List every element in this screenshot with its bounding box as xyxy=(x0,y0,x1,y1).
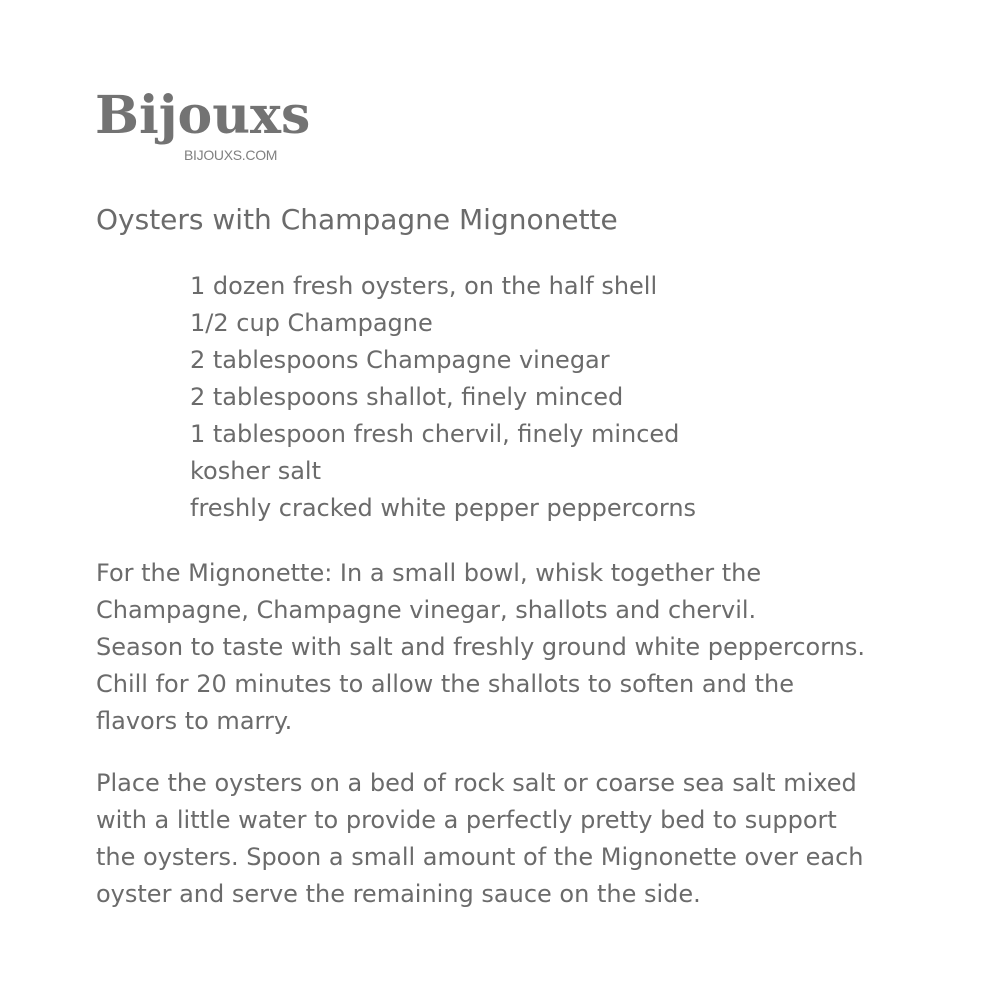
instruction-line: Season to taste with salt and freshly ground white peppercorns. xyxy=(96,633,865,661)
instruction-serving xyxy=(96,765,916,913)
ingredient-item: kosher salt xyxy=(190,457,321,485)
ingredient-item: 2 tablespoons Champagne vinegar xyxy=(190,346,610,374)
ingredient-item: freshly cracked white pepper peppercorns xyxy=(190,494,697,522)
instruction-mignonette xyxy=(96,555,916,740)
logo-url: BIJOUXS.COM xyxy=(184,147,278,163)
logo-wordmark: Bijouxs xyxy=(95,85,311,146)
instruction-line: Champagne, Champagne vinegar, shallots and chervil. xyxy=(96,596,757,624)
instruction-line: flavors to marry. xyxy=(96,707,293,735)
instruction-line: For the Mignonette: In a small bowl, whisk together the xyxy=(96,559,762,587)
ingredient-item: 1/2 cup Champagne xyxy=(190,309,433,337)
ingredient-item: 1 dozen fresh oysters, on the half shell xyxy=(190,272,658,300)
instruction-line: oyster and serve the remaining sauce on the side. xyxy=(96,880,701,908)
ingredient-item: 1 tablespoon fresh chervil, finely minced xyxy=(190,420,680,448)
instruction-line: Chill for 20 minutes to allow the shallots to soften and the xyxy=(96,670,795,698)
ingredient-item: 2 tablespoons shallot, finely minced xyxy=(190,383,624,411)
brand-logo xyxy=(95,84,325,169)
ingredient-list xyxy=(190,268,696,527)
instruction-line: with a little water to provide a perfectly pretty bed to support xyxy=(96,806,837,834)
recipe-title: Oysters with Champagne Mignonette xyxy=(96,203,618,236)
instruction-line: Place the oysters on a bed of rock salt or coarse sea salt mixed xyxy=(96,769,857,797)
instruction-line: the oysters. Spoon a small amount of the Mignonette over each xyxy=(96,843,864,871)
